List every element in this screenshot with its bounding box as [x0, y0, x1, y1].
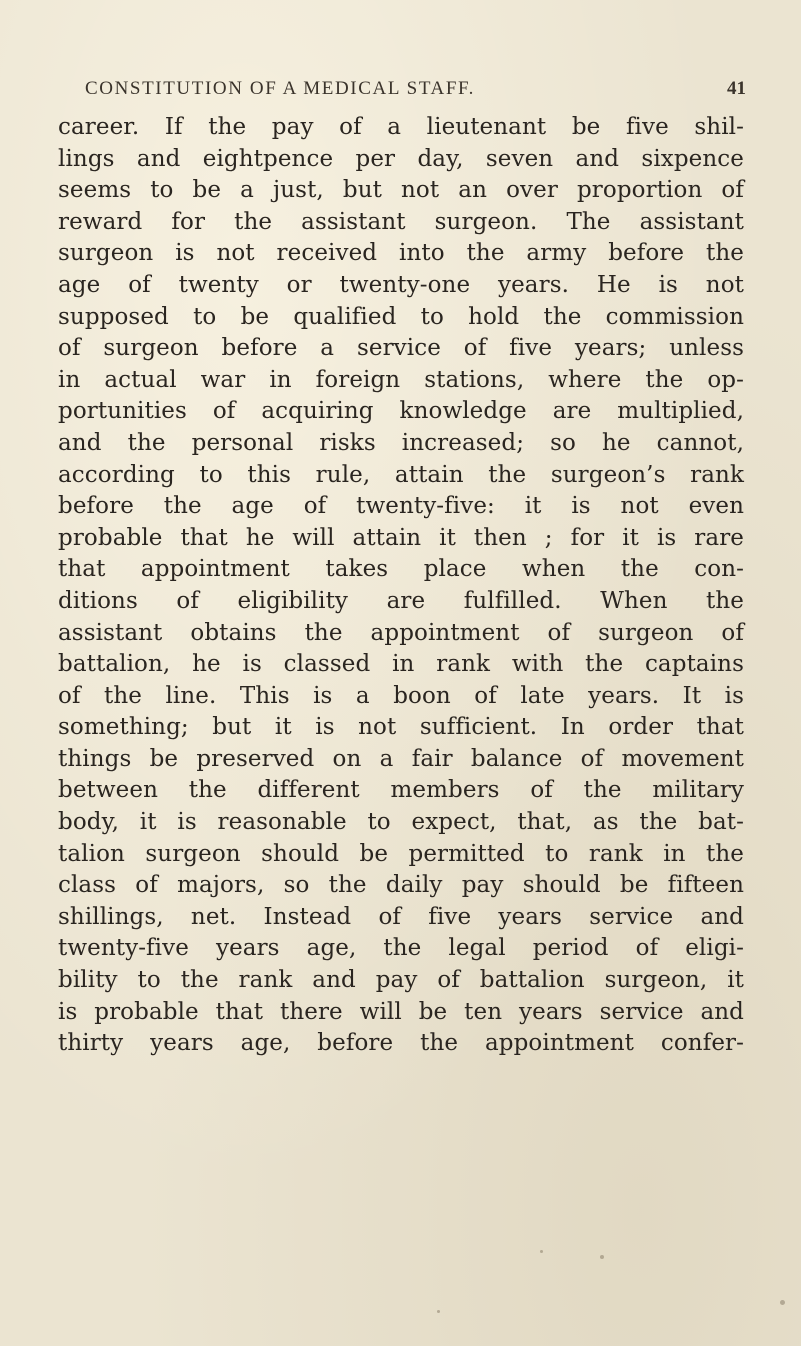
- text-line: shillings, net. Instead of five years service and: [58, 903, 744, 930]
- running-head: [0, 78, 801, 102]
- text-line: talion surgeon should be permitted to rank in the: [58, 840, 744, 867]
- running-head-title: CONSTITUTION OF A MEDICAL STAFF.: [85, 78, 476, 99]
- paper-speck: [540, 1250, 543, 1253]
- text-line: age of twenty or twenty-one years. He is not: [58, 271, 744, 298]
- text-line: something; but it is not sufficient. In order that: [58, 714, 744, 741]
- text-line: battalion, he is classed in rank with the captains: [58, 651, 744, 678]
- text-line: supposed to be qualified to hold the commission: [58, 303, 744, 330]
- text-line: according to this rule, attain the surgeon’s rank: [58, 461, 744, 488]
- text-line: before the age of twenty-five: it is not even: [58, 493, 744, 520]
- text-line: of the line. This is a boon of late years. It is: [58, 682, 744, 709]
- text-line: and the personal risks increased; so he cannot,: [58, 429, 744, 456]
- text-line: reward for the assistant surgeon. The assistant: [58, 208, 744, 235]
- text-line: between the different members of the military: [58, 777, 744, 804]
- paper-speck: [437, 1310, 440, 1313]
- text-line: bility to the rank and pay of battalion surgeon, it: [58, 967, 744, 994]
- text-line: assistant obtains the appointment of surgeon of: [58, 619, 744, 646]
- text-line: that appointment takes place when the con-: [58, 556, 744, 583]
- body-text: [58, 112, 744, 1060]
- text-line: surgeon is not received into the army before the: [58, 240, 744, 267]
- text-line: lings and eightpence per day, seven and sixpence: [58, 145, 744, 172]
- page-number: 41: [727, 78, 746, 99]
- text-line: things be preserved on a fair balance of movement: [58, 745, 744, 772]
- paper-speck: [780, 1300, 785, 1305]
- text-line: in actual war in foreign stations, where the op-: [58, 366, 744, 393]
- text-line: portunities of acquiring knowledge are multiplied,: [58, 398, 744, 425]
- text-line: career. If the pay of a lieutenant be five shil-: [58, 114, 744, 140]
- text-line: of surgeon before a service of five years; unless: [58, 335, 744, 362]
- text-line: twenty-five years age, the legal period of eligi-: [58, 935, 744, 962]
- text-line: ditions of eligibility are fulfilled. When the: [58, 587, 744, 614]
- text-line: class of majors, so the daily pay should be fifteen: [58, 872, 744, 899]
- text-line: body, it is reasonable to expect, that, as the bat-: [58, 809, 744, 836]
- paper-speck: [600, 1255, 604, 1259]
- text-line: is probable that there will be ten years service and: [58, 998, 744, 1025]
- text-line: seems to be a just, but not an over proportion of: [58, 177, 744, 204]
- text-line: thirty years age, before the appointment confer-: [58, 1030, 744, 1057]
- text-line: probable that he will attain it then ; for it is rare: [58, 524, 744, 551]
